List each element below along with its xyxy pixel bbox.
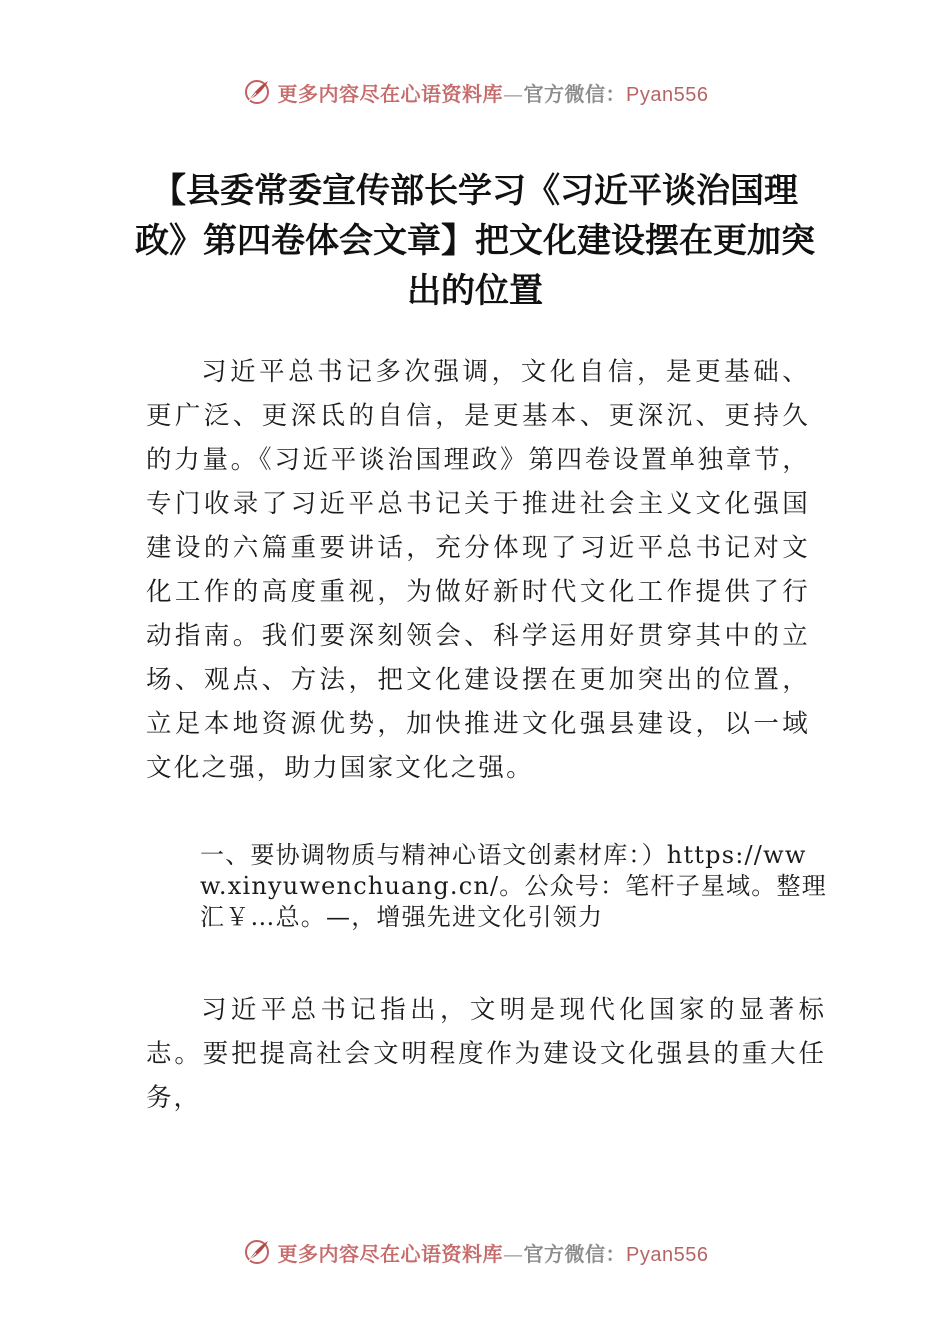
header-banner bbox=[0, 72, 950, 112]
header-banner-wechat-id: Pyan556 bbox=[626, 83, 709, 106]
feather-pen-logo-icon bbox=[242, 1237, 272, 1267]
header-banner-sep: — bbox=[503, 81, 524, 106]
footer-banner-wechat-id: Pyan556 bbox=[626, 1243, 709, 1266]
feather-pen-logo-icon bbox=[242, 77, 272, 107]
footer-banner bbox=[0, 1232, 950, 1272]
paragraph-intro: 习近平总书记多次强调，文化自信，是更基础、更广泛、更深氐的自信，是更基本、更深沉、更持久的力量。《习近平谈治国理政》第四卷设置单独章节，专门收录了习近平总书记关于推进社会主义文化强国建设的六篇重要讲话，充分体现了习近平总书记对文化工作的高度重视，为做好新时代文化工作提供了行动指南。我们要深刻领会、科学运用好贯穿其中的立场、观点、方法，把文化建设摆在更加突出的位置，立足本地资源优势，加快推进文化强县建设，以一域文化之强，助力国家文化之强。 bbox=[146, 357, 810, 783]
footer-banner-main: 更多内容尽在心语资料库 bbox=[277, 1241, 504, 1266]
footer-banner-wechat-label: 官方微信： bbox=[523, 1241, 627, 1266]
document-title: 【县委常委宣传部长学习《习近平谈治国理政》第四卷体会文章】把文化建设摆在更加突出的位置 bbox=[135, 171, 815, 311]
header-banner-text bbox=[278, 78, 709, 107]
paragraph-body: 习近平总书记指出，文明是现代化国家的显著标志。要把提高社会文明程度作为建设文化强县的重大任务， bbox=[146, 995, 826, 1113]
footer-banner-sep: — bbox=[503, 1241, 524, 1266]
footer-banner-text bbox=[278, 1238, 709, 1267]
header-banner-main: 更多内容尽在心语资料库 bbox=[277, 81, 504, 106]
paragraph-section-heading: 一、要协调物质与精神心语文创素材库：）https://www.xinyuwenchuang.cn/。公众号：笔杆子星域。整理汇￥…总。—，增强先进文化引领力 bbox=[200, 841, 827, 931]
header-banner-wechat-label: 官方微信： bbox=[523, 81, 627, 106]
